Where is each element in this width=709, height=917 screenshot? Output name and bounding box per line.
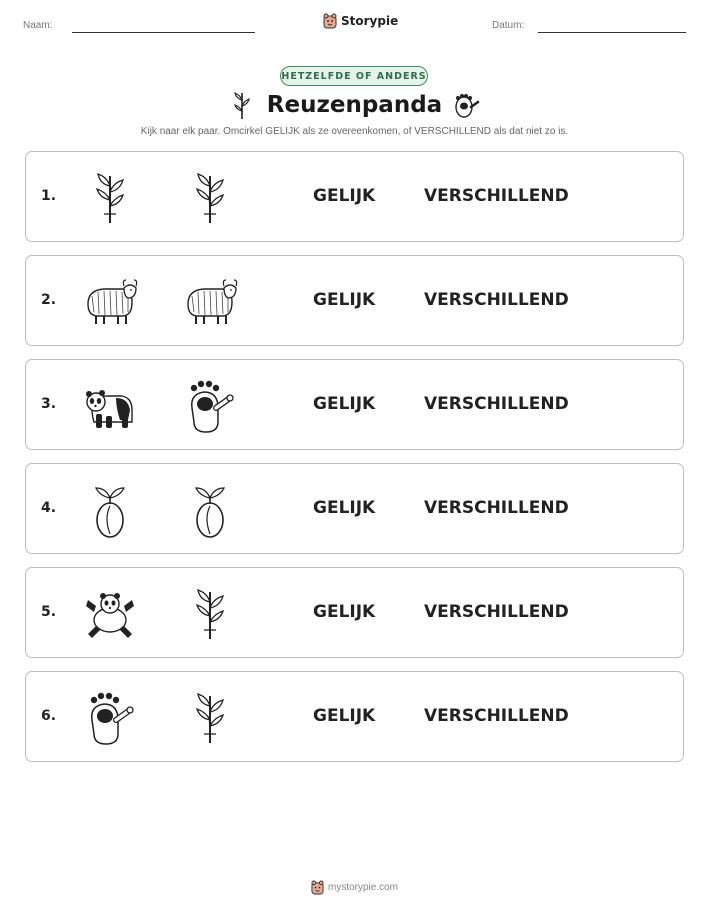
question-row-1: [25, 151, 684, 242]
brand-name: Storypie: [341, 14, 399, 28]
yak-icon: [82, 274, 138, 330]
yak-icon: [182, 274, 238, 330]
date-label: Datum:: [492, 20, 525, 31]
question-row-6: [25, 671, 684, 762]
bamboo-icon: [182, 170, 238, 226]
paw-icon: [82, 690, 138, 746]
question-number: 4.: [41, 500, 57, 516]
option-different[interactable]: VERSCHILLEND: [424, 186, 569, 206]
brand-logo: [323, 13, 398, 29]
panda-lying-icon: [82, 586, 138, 642]
storypie-mascot-icon: [311, 880, 324, 895]
page-title: Reuzenpanda: [266, 92, 443, 118]
name-label: Naam:: [23, 20, 53, 31]
question-number: 5.: [41, 604, 57, 620]
bamboo-icon: [82, 170, 138, 226]
option-same[interactable]: GELIJK: [313, 290, 376, 310]
option-same[interactable]: GELIJK: [313, 706, 376, 726]
option-different[interactable]: VERSCHILLEND: [424, 706, 569, 726]
storypie-mascot-icon: [323, 13, 337, 29]
question-number: 3.: [41, 396, 57, 412]
option-same[interactable]: GELIJK: [313, 186, 376, 206]
panda-icon: [82, 378, 138, 434]
worksheet-type-badge: HETZELFDE OF ANDERS: [280, 66, 428, 86]
instructions: Kijk naar elk paar. Omcirkel GELIJK als ze overeenkomen, of VERSCHILLEND als dat niet zo is.: [140, 126, 569, 137]
bamboo-icon: [182, 690, 238, 746]
option-same[interactable]: GELIJK: [313, 602, 376, 622]
question-row-4: [25, 463, 684, 554]
sprout-seed-icon: [82, 482, 138, 538]
paw-icon: [452, 90, 480, 120]
question-number: 2.: [41, 292, 57, 308]
footer-url[interactable]: mystorypie.com: [327, 882, 398, 893]
sprout-seed-icon: [182, 482, 238, 538]
option-same[interactable]: GELIJK: [313, 394, 376, 414]
question-row-3: [25, 359, 684, 450]
paw-icon: [182, 378, 238, 434]
question-number: 1.: [41, 188, 57, 204]
bamboo-icon: [182, 586, 238, 642]
option-different[interactable]: VERSCHILLEND: [424, 602, 569, 622]
question-row-5: [25, 567, 684, 658]
question-row-2: [25, 255, 684, 346]
option-same[interactable]: GELIJK: [313, 498, 376, 518]
option-different[interactable]: VERSCHILLEND: [424, 498, 569, 518]
option-different[interactable]: VERSCHILLEND: [424, 290, 569, 310]
question-number: 6.: [41, 708, 57, 724]
option-different[interactable]: VERSCHILLEND: [424, 394, 569, 414]
name-field[interactable]: [72, 32, 255, 33]
date-field[interactable]: [538, 32, 686, 33]
footer: [0, 880, 709, 895]
